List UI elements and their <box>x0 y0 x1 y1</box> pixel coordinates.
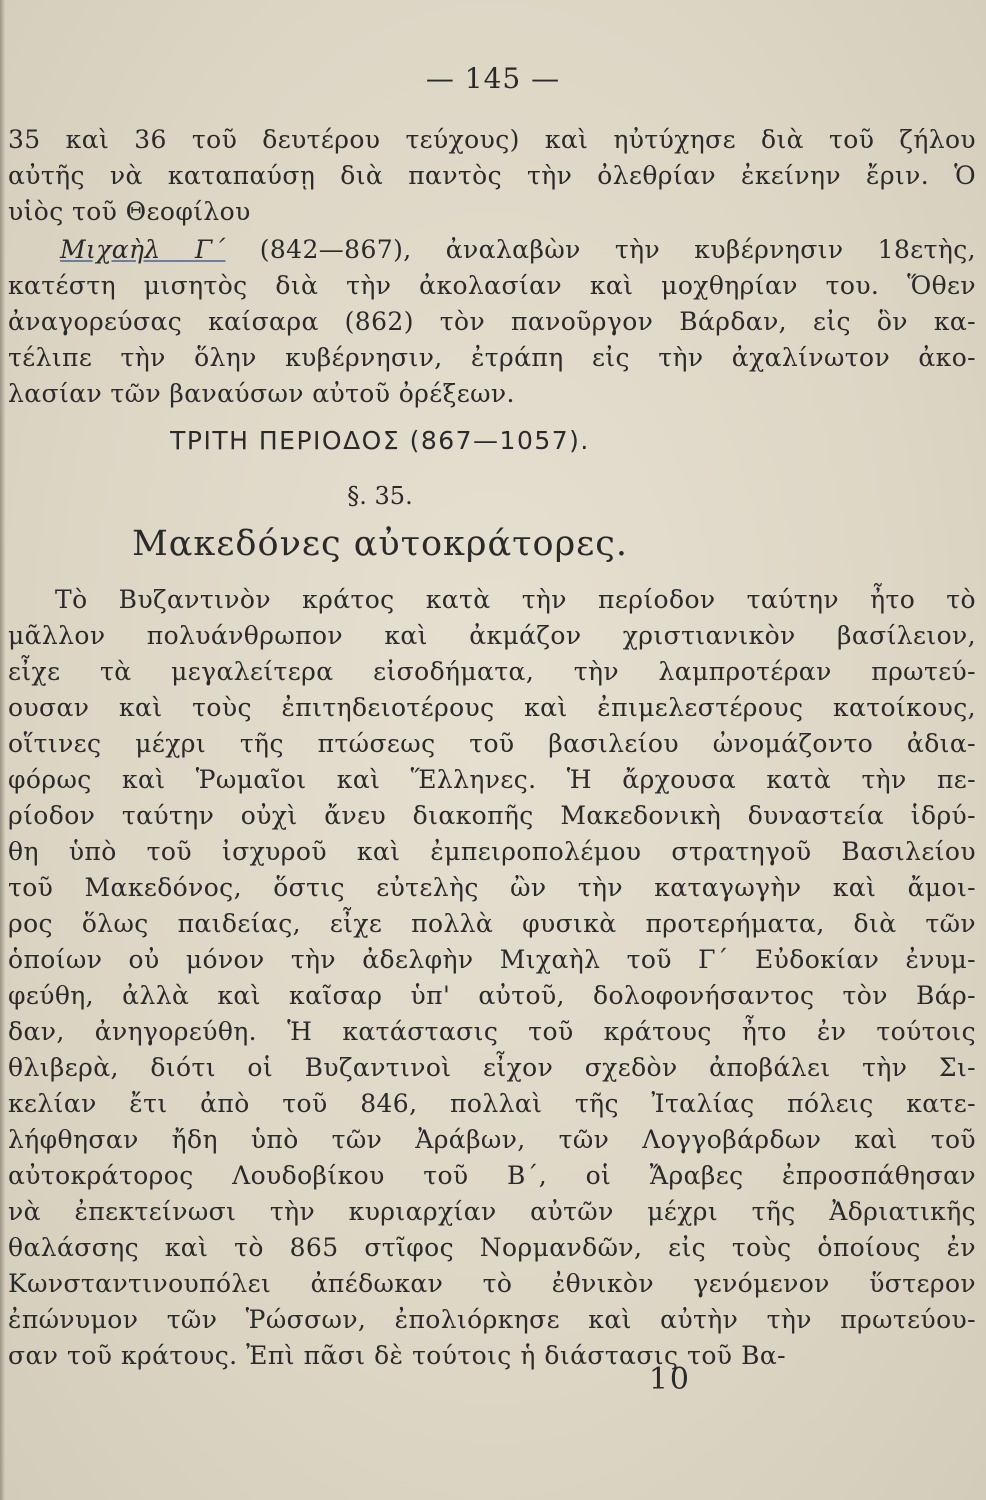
text-line: τοῦ Μακεδόνος, ὅστις εὐτελὴς ὢν τὴν καταγωγὴν καὶ ἄμοι- <box>8 873 976 902</box>
text-line: ὁποίων οὐ μόνον τὴν ἀδελφὴν Μιχαὴλ τοῦ Γ΄ Εὐδοκίαν ἐνυμ- <box>8 945 976 974</box>
text-line: αὐτῆς νὰ καταπαύσῃ διὰ παντὸς τὴν ὀλεθρίαν ἐκείνην ἔριν. Ὁ <box>8 161 976 190</box>
text-line: λασίαν τῶν βαναύσων αὐτοῦ ὀρέξεων. <box>8 379 515 408</box>
section-number: §. 35. <box>347 482 413 510</box>
text-line: 35 καὶ 36 τοῦ δευτέρου τεύχους) καὶ ηὐτύχησε διὰ τοῦ ζήλου <box>8 125 976 154</box>
text-line: θαλάσσης καὶ τὸ 865 στῖφος Νορμανδῶν, εἰς τοὺς ὁποίους ἐν <box>8 1233 976 1262</box>
text-line: νὰ ἐπεκτείνωσι τὴν κυριαρχίαν αὐτῶν μέχρι τῆς Ἀδριατικῆς <box>8 1197 976 1226</box>
text-line: θη ὑπὸ τοῦ ἰσχυροῦ καὶ ἐμπειροπολέμου στρατηγοῦ Βασιλείου <box>8 837 976 866</box>
text-line: Τὸ Βυζαντινὸν κράτος κατὰ τὴν περίοδον ταύτην ἦτο τὸ <box>55 585 976 614</box>
text-line: ουσαν καὶ τοὺς ἐπιτηδειοτέρους καὶ ἐπιμελεστέρους κατοίκους, <box>8 693 976 722</box>
text-line: Κωνσταντινουπόλει ἀπέδωκαν τὸ ἐθνικὸν γενόμενον ὕστερον <box>8 1269 976 1298</box>
text-line: δαν, ἀνηγορεύθη. Ἡ κατάστασις τοῦ κράτους ἦτο ἐν τούτοις <box>8 1017 976 1046</box>
text-line <box>60 232 976 268</box>
text-line: υἱὸς τοῦ Θεοφίλου <box>8 197 251 226</box>
text-line: οἵτινες μέχρι τῆς πτώσεως τοῦ βασιλείου ὠνομάζοντο ἀδια- <box>8 729 976 758</box>
text-line: κατέστη μισητὸς διὰ τὴν ἀκολασίαν καὶ μοχθηρίαν του. Ὅθεν <box>8 271 976 300</box>
text-line: ρος ὅλως παιδείας, εἶχε πολλὰ φυσικὰ προτερήματα, διὰ τῶν <box>8 909 976 938</box>
text-line: ρίοδον ταύτην οὐχὶ ἄνευ διακοπῆς Μακεδονικὴ δυναστεία ἱδρύ- <box>8 801 976 830</box>
emperor-name: Μιχαὴλ Γ΄ <box>60 235 226 264</box>
text-line: αὐτοκράτορος Λουδοβίκου τοῦ Β΄, οἱ Ἄραβες ἐπροσπάθησαν <box>8 1161 976 1190</box>
period-heading: ΤΡΙΤΗ ΠΕΡΙΟΔΟΣ (867—1057). <box>170 426 590 455</box>
text-line: ἐπώνυμον τῶν Ῥώσσων, ἐπολιόρκησε καὶ αὐτὴν τὴν πρωτεύου- <box>8 1305 976 1334</box>
signature-mark: 10 <box>648 1362 691 1397</box>
text-line: τέλιπε τὴν ὅλην κυβέρνησιν, ἐτράπη εἰς τὴν ἀχαλίνωτον ἀκο- <box>8 343 976 372</box>
page-number: — 145 — <box>425 62 561 95</box>
text-line: θλιβερὰ, διότι οἱ Βυζαντινοὶ εἶχον σχεδὸν ἀποβάλει τὴν Σι- <box>8 1053 976 1082</box>
text-line: κελίαν ἔτι ἀπὸ τοῦ 846, πολλαὶ τῆς Ἰταλίας πόλεις κατε- <box>8 1089 976 1118</box>
text-line: φόρως καὶ Ῥωμαῖοι καὶ Ἕλληνες. Ἡ ἄρχουσα κατὰ τὴν πε- <box>8 765 976 794</box>
text-line: λήφθησαν ἤδη ὑπὸ τῶν Ἀράβων, τῶν Λογγοβάρδων καὶ τοῦ <box>8 1125 976 1154</box>
text-line: μᾶλλον πολυάνθρωπον καὶ ἀκμάζον χριστιανικὸν βασίλειον, <box>8 621 976 650</box>
text-line: σαν τοῦ κράτους. Ἐπὶ πᾶσι δὲ τούτοις ἡ διάστασις τοῦ Βα- <box>8 1341 786 1370</box>
text-line: εἶχε τὰ μεγαλείτερα εἰσοδήματα, τὴν λαμπροτέραν πρωτεύ- <box>8 657 976 686</box>
text-line-rest: (842—867), ἀναλαβὼν τὴν κυβέρνησιν 18ετὴς, <box>225 235 976 264</box>
text-line: ἀναγορεύσας καίσαρα (862) τὸν πανοῦργον Βάρδαν, εἰς ὃν κα- <box>8 307 976 336</box>
section-title: Μακεδόνες αὐτοκράτορες. <box>131 524 629 564</box>
text-line: φεύθη, ἀλλὰ καὶ καῖσαρ ὑπ' αὐτοῦ, δολοφονήσαντος τὸν Βάρ- <box>8 981 976 1010</box>
page-edge-shadow <box>0 0 5 1500</box>
